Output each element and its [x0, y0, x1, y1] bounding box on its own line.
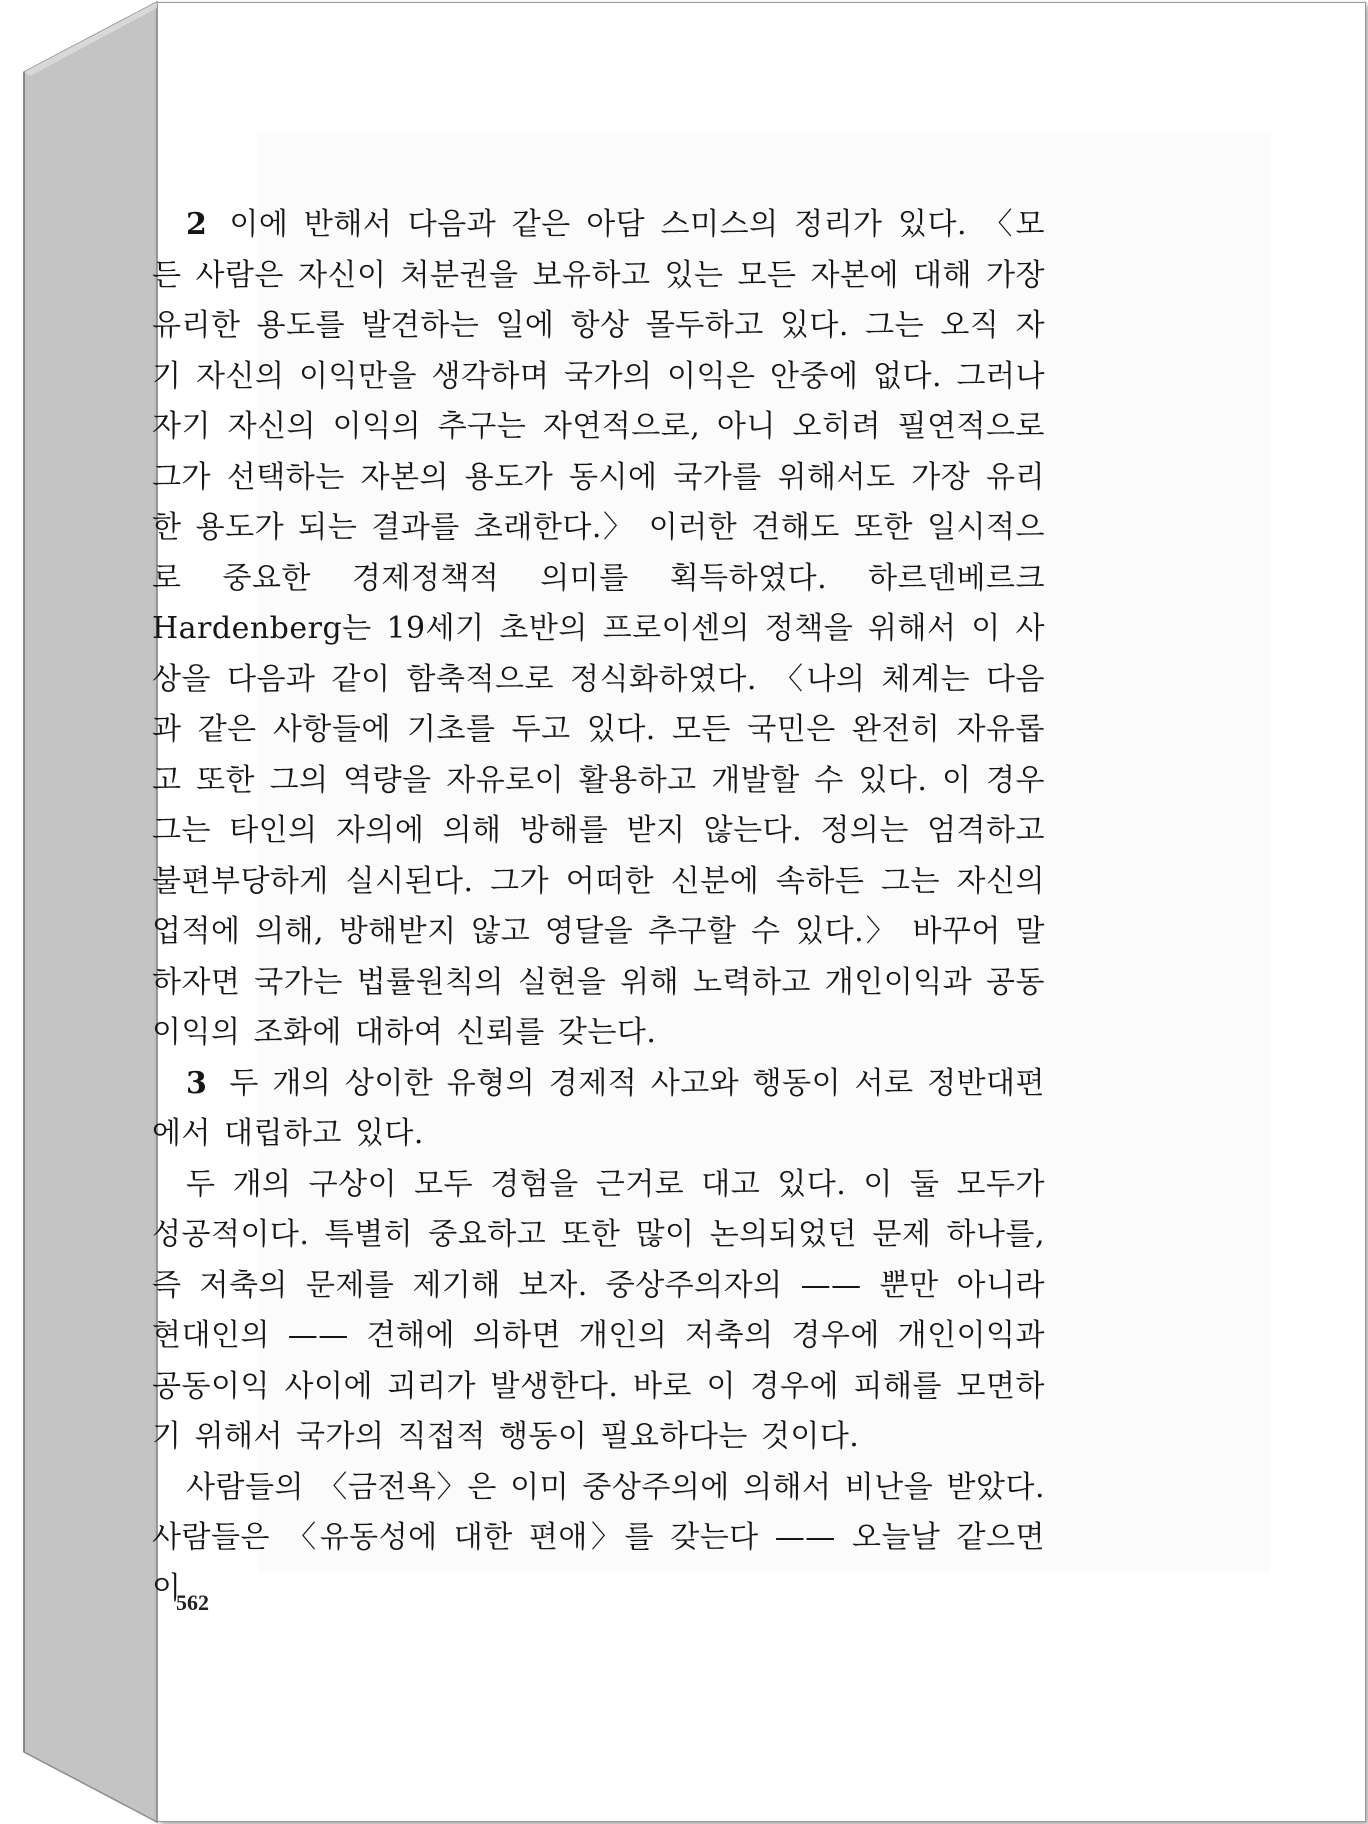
paragraph-text: 이에 반해서 다음과 같은 아담 스미스의 정리가 있다. 〈모든 사람은 자신이 처분권을 보유하고 있는 모든 자본에 대해 가장 유리한 용도를 발견하는 일에 항상 몰두하고 있다. 그는 오직 자기 자신의 이익만을 생각하며 국가의 이익은 안중에 없다. 그러나 자기 자신의 이익의 추구는 자연적으로, 아니 오히려 필연적으로 그가 선택하는 자본의 용도가 동시에 국가를 위해서도 가장 유리한 용도가 되는 결과를 초래한다.〉 이러한 견해도 또한 일시적으로 중요한 경제정책적 의미를 획득하였다. 하르덴베르크 Hardenberg는 19세기 초반의 프로이센의 정책을 위해서 이 사상을 다음과 같이 함축적으로 정식화하였다. 〈나의 체계는 다음과 같은 사항들에 기초를 두고 있다. 모든 국민은 완전히 자유롭고 또한 그의 역량을 자유로이 활용하고 개발할 수 있다. 이 경우 그는 타인의 자의에 의해 방해를 받지 않는다. 정의는 엄격하고 불편부당하게 실시된다. 그가 어떠한 신분에 속하든 그는 자신의 업적에 의해, 방해받지 않고 영달을 추구할 수 있다.〉 바꾸어 말하자면 국가는 법률원칙의 실현을 위해 노력하고 개인이익과 공동이익의 조화에 대하여 신뢰를 갖는다.: [152, 207, 1045, 1050]
paragraph-text: 두 개의 구상이 모두 경험을 근거로 대고 있다. 이 둘 모두가 성공적이다. 특별히 중요하고 또한 많이 논의되었던 문제 하나를, 즉 저축의 문제를 제기해 보자. 중상주의자의 —— 뿐만 아니라 현대인의 —— 견해에 의하면 개인의 저축의 경우에 개인이익과 공동이익 사이에 괴리가 발생한다. 바로 이 경우에 피해를 모면하기 위해서 국가의 직접적 행동이 필요하다는 것이다.: [152, 1166, 1045, 1454]
paragraph-text: 사람들의 〈금전욕〉은 이미 중상주의에 의해서 비난을 받았다. 사람들은 〈유동성에 대한 편애〉를 갖는다 —— 오늘날 같으면 이: [152, 1469, 1045, 1606]
paragraph-body: [152, 1160, 1045, 1463]
paragraph-3: [152, 1059, 1045, 1160]
paragraph-body: [152, 1463, 1045, 1615]
page-number: 562: [176, 1590, 209, 1615]
paragraph-number: 3: [186, 1065, 208, 1101]
paragraph-2: [152, 200, 1045, 1059]
page-text-block: [152, 200, 1045, 1614]
paragraph-text: 두 개의 상이한 유형의 경제적 사고와 행동이 서로 정반대편에서 대립하고 있다.: [152, 1065, 1045, 1151]
paragraph-number: 2: [186, 207, 208, 242]
